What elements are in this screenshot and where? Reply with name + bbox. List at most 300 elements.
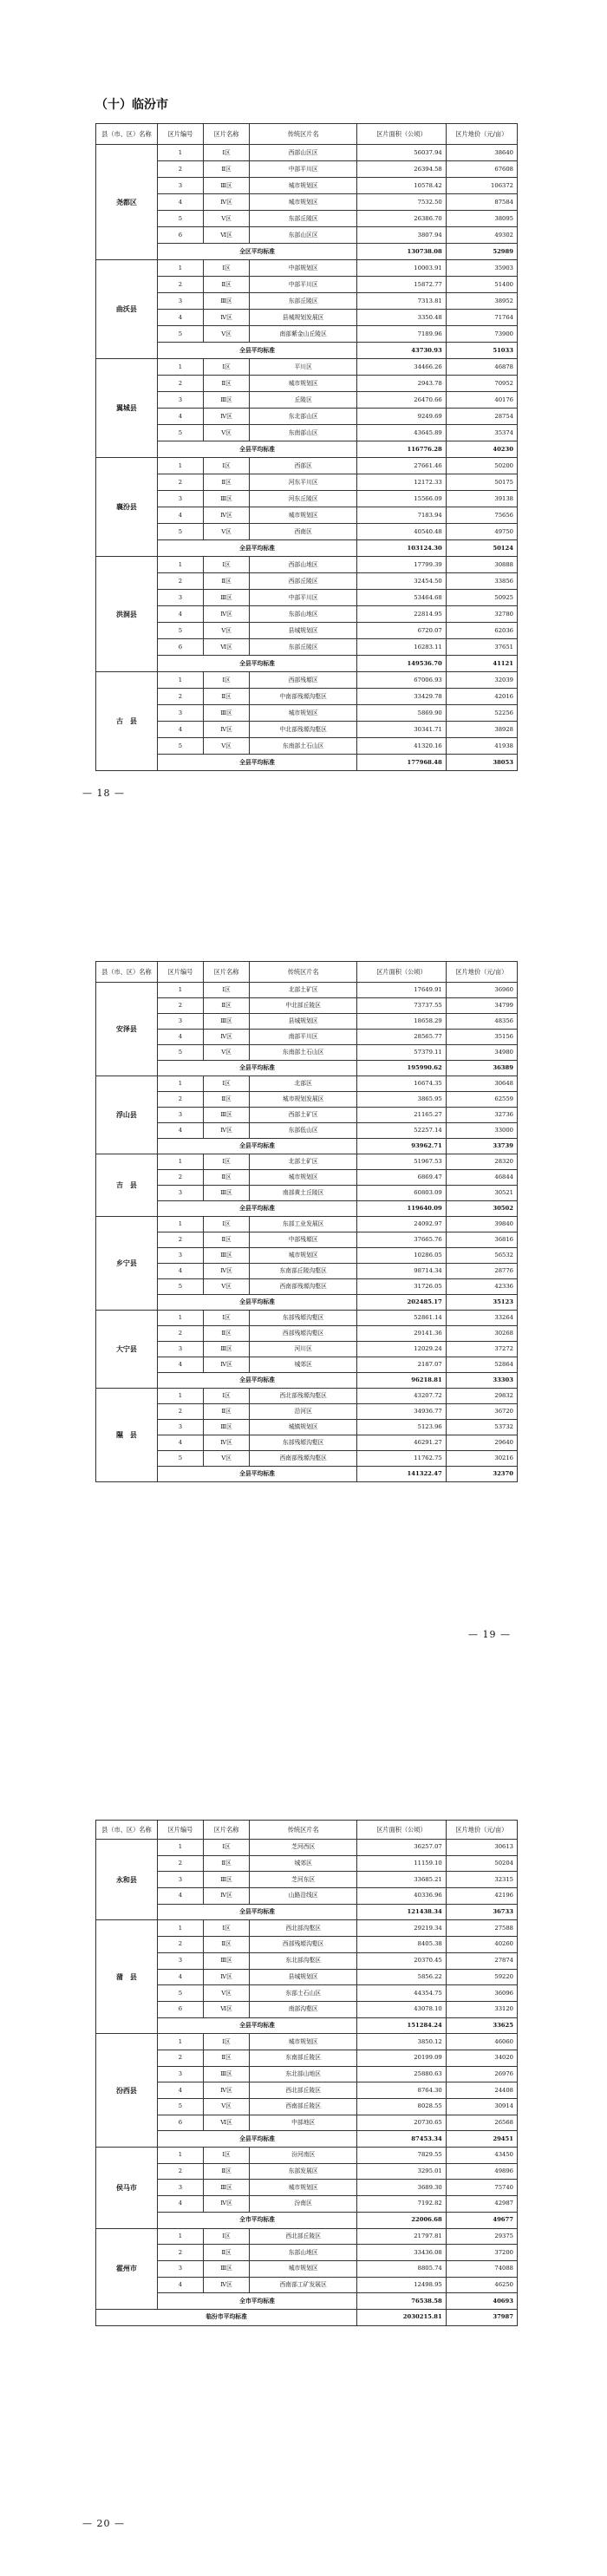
zone-price: 71764 xyxy=(446,310,517,326)
table-row xyxy=(96,1855,518,1872)
table-row xyxy=(96,409,518,425)
zone-name: Ⅱ区 xyxy=(204,1404,250,1420)
zone-number: 6 xyxy=(157,2115,203,2131)
zone-name: Ⅳ区 xyxy=(204,2082,250,2099)
table-row xyxy=(96,227,518,244)
zone-area: 12498.95 xyxy=(357,2277,447,2293)
traditional-zone-name: 西南区 xyxy=(250,524,357,540)
zone-area: 8028.55 xyxy=(357,2099,447,2115)
table-row xyxy=(96,1342,518,1357)
column-header: 县（市、区）名称 xyxy=(96,1821,158,1840)
zone-area: 26386.70 xyxy=(357,211,447,227)
zone-name: Ⅵ区 xyxy=(204,227,250,244)
traditional-zone-name: 东部丘陵区 xyxy=(250,639,357,656)
average-price: 51033 xyxy=(446,343,517,359)
zone-number: 4 xyxy=(157,2277,203,2293)
table-row xyxy=(96,194,518,211)
zone-number: 3 xyxy=(157,1186,203,1201)
zone-number: 5 xyxy=(157,1045,203,1061)
traditional-zone-name: 西部山地区 xyxy=(250,557,357,573)
traditional-zone-name: 河东平川区 xyxy=(250,474,357,491)
zone-number: 1 xyxy=(157,1076,203,1092)
traditional-zone-name: 西部残塬区 xyxy=(250,672,357,689)
page-number: — 19 — xyxy=(468,1629,511,1640)
table-row xyxy=(96,178,518,194)
zone-number: 3 xyxy=(157,705,203,722)
average-area: 202485.17 xyxy=(357,1295,447,1311)
average-area: 121438.34 xyxy=(357,1904,447,1920)
traditional-zone-name: 城市规划区 xyxy=(250,1248,357,1264)
zone-area: 21165.27 xyxy=(357,1108,447,1123)
traditional-zone-name: 城郊区 xyxy=(250,1357,357,1373)
traditional-zone-name: 西南部残塬沟壑区 xyxy=(250,1279,357,1295)
zone-area: 31726.05 xyxy=(357,1279,447,1295)
traditional-zone-name: 中部地区 xyxy=(250,2115,357,2131)
zone-price: 40260 xyxy=(446,1937,517,1953)
average-row xyxy=(96,343,518,359)
table-row xyxy=(96,557,518,573)
zone-area: 34466.26 xyxy=(357,359,447,376)
zone-name: Ⅲ区 xyxy=(204,293,250,310)
county-name: 蒲 县 xyxy=(96,1920,158,2034)
zone-number: 3 xyxy=(157,293,203,310)
average-label: 全市平均标准 xyxy=(157,2293,356,2310)
zone-number: 4 xyxy=(157,1357,203,1373)
zone-number: 1 xyxy=(157,557,203,573)
zone-number: 1 xyxy=(157,2228,203,2245)
zone-price: 39840 xyxy=(446,1217,517,1232)
table-row xyxy=(96,2260,518,2277)
zone-area: 29219.34 xyxy=(357,1920,447,1937)
table-row xyxy=(96,2163,518,2180)
column-header: 区片名称 xyxy=(204,1821,250,1840)
zone-number: 4 xyxy=(157,194,203,211)
table-row xyxy=(96,672,518,689)
zone-number: 2 xyxy=(157,1092,203,1108)
average-row xyxy=(96,1061,518,1076)
table-row xyxy=(96,376,518,392)
table-row xyxy=(96,392,518,409)
zone-number: 4 xyxy=(157,1030,203,1045)
average-label: 全县平均标准 xyxy=(157,656,356,672)
zone-area: 8764.30 xyxy=(357,2082,447,2099)
zone-area: 33436.08 xyxy=(357,2245,447,2261)
zone-price: 32736 xyxy=(446,1108,517,1123)
zone-price: 28754 xyxy=(446,409,517,425)
traditional-zone-name: 南部沟壑区 xyxy=(250,2001,357,2017)
zone-price: 36096 xyxy=(446,1985,517,2002)
traditional-zone-name: 中部平川区 xyxy=(250,590,357,606)
zone-name: Ⅵ区 xyxy=(204,639,250,656)
column-header: 传统区片名 xyxy=(250,962,357,983)
zone-price: 33264 xyxy=(446,1311,517,1326)
table-row xyxy=(96,998,518,1014)
zone-name: Ⅲ区 xyxy=(204,491,250,507)
zone-number: 3 xyxy=(157,1952,203,1969)
zone-number: 2 xyxy=(157,1855,203,1872)
zone-price: 59220 xyxy=(446,1969,517,1985)
zone-name: Ⅲ区 xyxy=(204,2066,250,2082)
column-header: 县（市、区）名称 xyxy=(96,962,158,983)
zone-area: 37665.76 xyxy=(357,1232,447,1248)
table-row xyxy=(96,1030,518,1045)
traditional-zone-name: 西部土矿区 xyxy=(250,1108,357,1123)
zone-name: Ⅴ区 xyxy=(204,1985,250,2002)
average-row xyxy=(96,2017,518,2034)
zone-area: 40336.96 xyxy=(357,1888,447,1905)
zone-number: 1 xyxy=(157,1154,203,1170)
traditional-zone-name: 县城规划发展区 xyxy=(250,310,357,326)
traditional-zone-name: 西部区 xyxy=(250,458,357,474)
zone-name: Ⅲ区 xyxy=(204,1108,250,1123)
zone-price: 38952 xyxy=(446,293,517,310)
land-price-table-2 xyxy=(95,961,518,1482)
table-row xyxy=(96,2066,518,2082)
column-header: 区片面积（公顷） xyxy=(357,1821,447,1840)
county-name: 吉 县 xyxy=(96,1154,158,1217)
zone-name: Ⅲ区 xyxy=(204,392,250,409)
zone-price: 26568 xyxy=(446,2115,517,2131)
zone-number: 4 xyxy=(157,1435,203,1451)
table-row xyxy=(96,1404,518,1420)
zone-price: 34799 xyxy=(446,998,517,1014)
average-row xyxy=(96,656,518,672)
zone-price: 35156 xyxy=(446,1030,517,1045)
traditional-zone-name: 北部土矿区 xyxy=(250,1154,357,1170)
zone-name: Ⅳ区 xyxy=(204,409,250,425)
zone-price: 75740 xyxy=(446,2180,517,2196)
table-row xyxy=(96,2115,518,2131)
table-row xyxy=(96,293,518,310)
average-area: 87453.34 xyxy=(357,2131,447,2148)
zone-price: 30216 xyxy=(446,1451,517,1467)
traditional-zone-name: 东北部山地区 xyxy=(250,2066,357,2082)
table-row xyxy=(96,1217,518,1232)
table-row xyxy=(96,211,518,227)
average-price: 38053 xyxy=(446,755,517,771)
zone-number: 1 xyxy=(157,1217,203,1232)
zone-area: 57379.11 xyxy=(357,1045,447,1061)
average-price: 41121 xyxy=(446,656,517,672)
zone-name: Ⅲ区 xyxy=(204,178,250,194)
city-total-label: 临汾市平均标准 xyxy=(96,2309,357,2325)
average-price: 35123 xyxy=(446,1295,517,1311)
table-row xyxy=(96,623,518,639)
traditional-zone-name: 城市规划区 xyxy=(250,507,357,524)
zone-number: 4 xyxy=(157,1888,203,1905)
zone-area: 27661.46 xyxy=(357,458,447,474)
zone-area: 67006.93 xyxy=(357,672,447,689)
zone-price: 28776 xyxy=(446,1264,517,1279)
average-price: 29451 xyxy=(446,2131,517,2148)
page-number: — 20 — xyxy=(82,2518,125,2529)
traditional-zone-name: 东部山地区 xyxy=(250,606,357,623)
traditional-zone-name: 东部山区区 xyxy=(250,227,357,244)
table-row xyxy=(96,1985,518,2002)
traditional-zone-name: 西部残塬沟壑区 xyxy=(250,1326,357,1342)
zone-price: 36960 xyxy=(446,983,517,998)
average-row xyxy=(96,1201,518,1217)
table-row xyxy=(96,310,518,326)
average-price: 33625 xyxy=(446,2017,517,2034)
average-area: 149536.70 xyxy=(357,656,447,672)
zone-price: 50200 xyxy=(446,458,517,474)
zone-area: 6869.47 xyxy=(357,1170,447,1186)
zone-area: 28565.77 xyxy=(357,1030,447,1045)
zone-price: 46250 xyxy=(446,2277,517,2293)
zone-name: Ⅱ区 xyxy=(204,2163,250,2180)
zone-name: Ⅵ区 xyxy=(204,2115,250,2131)
zone-area: 20730.65 xyxy=(357,2115,447,2131)
average-area: 119640.09 xyxy=(357,1201,447,1217)
average-price: 33303 xyxy=(446,1373,517,1389)
zone-name: Ⅲ区 xyxy=(204,1186,250,1201)
table-row xyxy=(96,1888,518,1905)
table-row xyxy=(96,2180,518,2196)
zone-number: 2 xyxy=(157,1170,203,1186)
average-label: 全县平均标准 xyxy=(157,343,356,359)
average-label: 全市平均标准 xyxy=(157,2212,356,2228)
column-header: 传统区片名 xyxy=(250,1821,357,1840)
zone-number: 3 xyxy=(157,1108,203,1123)
zone-price: 30914 xyxy=(446,2099,517,2115)
traditional-zone-name: 西南部工矿发展区 xyxy=(250,2277,357,2293)
zone-name: Ⅲ区 xyxy=(204,1872,250,1888)
zone-price: 42196 xyxy=(446,1888,517,1905)
zone-price: 42336 xyxy=(446,1279,517,1295)
county-name: 曲沃县 xyxy=(96,260,158,359)
table-row xyxy=(96,1186,518,1201)
zone-price: 87584 xyxy=(446,194,517,211)
traditional-zone-name: 南部平川区 xyxy=(250,1030,357,1045)
table-row xyxy=(96,474,518,491)
traditional-zone-name: 南部紫金山丘陵区 xyxy=(250,326,357,343)
zone-price: 34020 xyxy=(446,2050,517,2066)
column-header: 区片地价（元/亩） xyxy=(446,1821,517,1840)
section-heading: （十）临汾市 xyxy=(95,98,168,112)
column-header: 区片面积（公顷） xyxy=(357,124,447,145)
zone-name: Ⅳ区 xyxy=(204,1969,250,1985)
zone-area: 12029.24 xyxy=(357,1342,447,1357)
table-row xyxy=(96,425,518,441)
zone-number: 3 xyxy=(157,1420,203,1435)
page-1 xyxy=(0,0,607,867)
traditional-zone-name: 西部丘陵区 xyxy=(250,573,357,590)
average-price: 40230 xyxy=(446,441,517,458)
zone-name: Ⅱ区 xyxy=(204,2050,250,2066)
traditional-zone-name: 西南部丘陵区 xyxy=(250,2099,357,2115)
zone-area: 33685.21 xyxy=(357,1872,447,1888)
zone-name: Ⅴ区 xyxy=(204,623,250,639)
zone-name: Ⅱ区 xyxy=(204,376,250,392)
zone-number: 4 xyxy=(157,1123,203,1139)
table-row xyxy=(96,1279,518,1295)
zone-number: 1 xyxy=(157,1311,203,1326)
zone-area: 5869.90 xyxy=(357,705,447,722)
table-row xyxy=(96,507,518,524)
zone-number: 1 xyxy=(157,260,203,277)
header-row xyxy=(96,962,518,983)
zone-number: 2 xyxy=(157,573,203,590)
zone-name: Ⅰ区 xyxy=(204,458,250,474)
traditional-zone-name: 东部低山区 xyxy=(250,1123,357,1139)
traditional-zone-name: 平川区 xyxy=(250,359,357,376)
average-area: 96218.81 xyxy=(357,1373,447,1389)
average-area: 43730.93 xyxy=(357,343,447,359)
average-row xyxy=(96,1295,518,1311)
table-row xyxy=(96,2245,518,2261)
average-label: 全县平均标准 xyxy=(157,1295,356,1311)
zone-name: Ⅵ区 xyxy=(204,2001,250,2017)
average-area: 177968.48 xyxy=(357,755,447,771)
zone-price: 32315 xyxy=(446,1872,517,1888)
traditional-zone-name: 西南部残塬沟壑区 xyxy=(250,1451,357,1467)
average-price: 32370 xyxy=(446,1467,517,1482)
table-row xyxy=(96,145,518,161)
zone-number: 4 xyxy=(157,606,203,623)
zone-name: Ⅰ区 xyxy=(204,1389,250,1404)
zone-number: 5 xyxy=(157,1451,203,1467)
table-row xyxy=(96,2050,518,2066)
average-price: 40693 xyxy=(446,2293,517,2310)
zone-area: 2187.07 xyxy=(357,1357,447,1373)
traditional-zone-name: 城市规划区 xyxy=(250,376,357,392)
zone-number: 6 xyxy=(157,2001,203,2017)
table-row xyxy=(96,639,518,656)
zone-number: 2 xyxy=(157,2050,203,2066)
zone-area: 43645.89 xyxy=(357,425,447,441)
zone-name: Ⅲ区 xyxy=(204,1014,250,1030)
table-row xyxy=(96,277,518,293)
column-header: 区片编号 xyxy=(157,962,203,983)
traditional-zone-name: 北部土矿区 xyxy=(250,983,357,998)
zone-number: 3 xyxy=(157,491,203,507)
zone-price: 27874 xyxy=(446,1952,517,1969)
average-area: 93962.71 xyxy=(357,1139,447,1154)
table-row xyxy=(96,738,518,755)
zone-price: 32780 xyxy=(446,606,517,623)
zone-area: 40540.48 xyxy=(357,524,447,540)
zone-number: 3 xyxy=(157,590,203,606)
column-header: 区片面积（公顷） xyxy=(357,962,447,983)
traditional-zone-name: 中部平川区 xyxy=(250,161,357,178)
zone-number: 2 xyxy=(157,277,203,293)
zone-area: 6720.07 xyxy=(357,623,447,639)
zone-area: 2943.78 xyxy=(357,376,447,392)
table-row xyxy=(96,326,518,343)
zone-name: Ⅳ区 xyxy=(204,1888,250,1905)
zone-area: 8405.38 xyxy=(357,1937,447,1953)
zone-price: 36816 xyxy=(446,1232,517,1248)
average-label: 全县平均标准 xyxy=(157,540,356,557)
zone-price: 74088 xyxy=(446,2260,517,2277)
zone-name: Ⅲ区 xyxy=(204,705,250,722)
zone-area: 98714.34 xyxy=(357,1264,447,1279)
zone-price: 49750 xyxy=(446,524,517,540)
zone-name: Ⅲ区 xyxy=(204,2180,250,2196)
traditional-zone-name: 中部残塬区 xyxy=(250,1232,357,1248)
zone-price: 27588 xyxy=(446,1920,517,1937)
header-row xyxy=(96,124,518,145)
average-row xyxy=(96,1139,518,1154)
table-row xyxy=(96,524,518,540)
zone-name: Ⅲ区 xyxy=(204,590,250,606)
column-header: 区片名称 xyxy=(204,124,250,145)
zone-number: 5 xyxy=(157,1279,203,1295)
table-row xyxy=(96,1840,518,1856)
zone-name: Ⅱ区 xyxy=(204,277,250,293)
zone-area: 52257.14 xyxy=(357,1123,447,1139)
zone-price: 26976 xyxy=(446,2066,517,2082)
zone-number: 2 xyxy=(157,161,203,178)
zone-price: 42987 xyxy=(446,2196,517,2213)
traditional-zone-name: 中北部丘陵区 xyxy=(250,998,357,1014)
zone-name: Ⅳ区 xyxy=(204,1123,250,1139)
zone-price: 30648 xyxy=(446,1076,517,1092)
zone-number: 2 xyxy=(157,1232,203,1248)
table-row xyxy=(96,2034,518,2050)
traditional-zone-name: 河东丘陵区 xyxy=(250,491,357,507)
table-row xyxy=(96,689,518,705)
column-header: 区片编号 xyxy=(157,124,203,145)
zone-area: 7192.82 xyxy=(357,2196,447,2213)
zone-number: 4 xyxy=(157,1264,203,1279)
zone-area: 16674.35 xyxy=(357,1076,447,1092)
traditional-zone-name: 芝河东区 xyxy=(250,1872,357,1888)
table-row xyxy=(96,1170,518,1186)
zone-name: Ⅱ区 xyxy=(204,1855,250,1872)
zone-number: 3 xyxy=(157,2260,203,2277)
zone-price: 35374 xyxy=(446,425,517,441)
city-total-price: 37987 xyxy=(446,2309,517,2325)
county-name: 隰 县 xyxy=(96,1389,158,1482)
zone-price: 46878 xyxy=(446,359,517,376)
traditional-zone-name: 北部区 xyxy=(250,1076,357,1092)
zone-name: Ⅰ区 xyxy=(204,1217,250,1232)
county-name: 霍州市 xyxy=(96,2228,158,2309)
zone-area: 8805.74 xyxy=(357,2260,447,2277)
average-price: 36733 xyxy=(446,1904,517,1920)
zone-area: 10003.91 xyxy=(357,260,447,277)
traditional-zone-name: 西北部丘陵区 xyxy=(250,2228,357,2245)
zone-number: 2 xyxy=(157,1404,203,1420)
average-label: 全县平均标准 xyxy=(157,1904,356,1920)
table-row xyxy=(96,1123,518,1139)
zone-number: 3 xyxy=(157,2066,203,2082)
traditional-zone-name: 县城规划区 xyxy=(250,1969,357,1985)
zone-number: 3 xyxy=(157,1014,203,1030)
traditional-zone-name: 中南部残塬沟壑区 xyxy=(250,689,357,705)
traditional-zone-name: 城郊区 xyxy=(250,1855,357,1872)
zone-number: 5 xyxy=(157,2099,203,2115)
average-label: 全县平均标准 xyxy=(157,1373,356,1389)
traditional-zone-name: 东部发展区 xyxy=(250,2163,357,2180)
zone-number: 1 xyxy=(157,1920,203,1937)
zone-name: Ⅳ区 xyxy=(204,1030,250,1045)
average-label: 全县平均标准 xyxy=(157,1061,356,1076)
zone-area: 7532.50 xyxy=(357,194,447,211)
zone-area: 5123.96 xyxy=(357,1420,447,1435)
table-row xyxy=(96,573,518,590)
land-price-table-1 xyxy=(95,123,518,771)
page-3 xyxy=(0,1735,607,2576)
table-row xyxy=(96,606,518,623)
zone-number: 1 xyxy=(157,458,203,474)
zone-price: 30521 xyxy=(446,1186,517,1201)
traditional-zone-name: 城市规划发展区 xyxy=(250,1092,357,1108)
zone-number: 3 xyxy=(157,1342,203,1357)
zone-name: Ⅰ区 xyxy=(204,145,250,161)
